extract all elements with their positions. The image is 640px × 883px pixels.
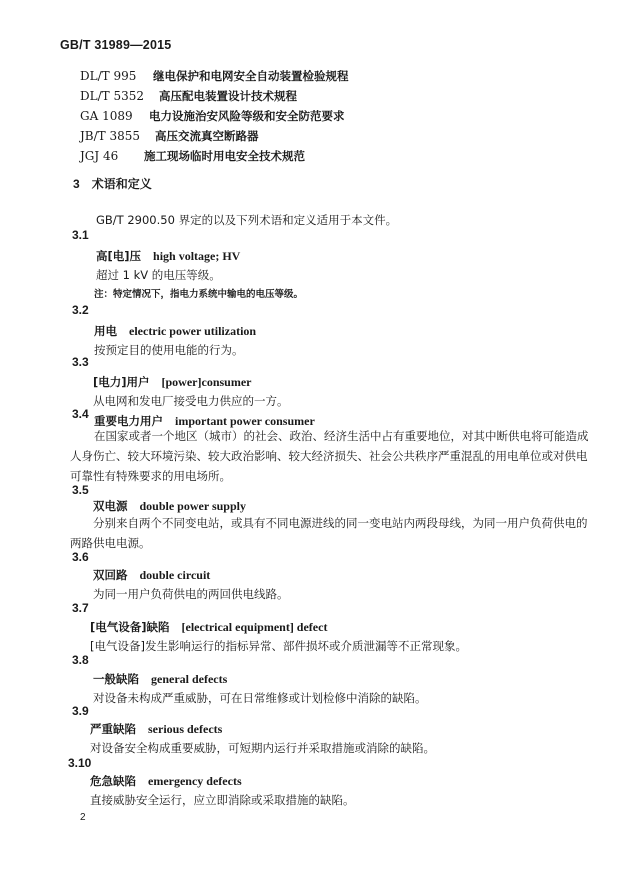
term-number: 3.10 [68, 756, 92, 770]
term-number: 3.8 [72, 653, 89, 667]
term-definition: 分别来自两个不同变电站，或具有不同电源进线的同一变电站内两段母线，为同一用户负荷供电的两路供电电源。 [70, 516, 588, 550]
standard-id-header: GB/T 31989—2015 [60, 38, 172, 52]
term-zh: 双回路 [93, 568, 128, 582]
term-heading [96, 248, 240, 264]
term-heading [94, 323, 256, 339]
term-heading [93, 671, 227, 687]
term-zh: 重要电力用户 [94, 414, 163, 428]
term-note: 注：特定情况下，指电力系统中输电的电压等级。 [94, 289, 304, 300]
term-definition: 对设备未构成严重威胁，可在日常维修或计划检修中消除的缺陷。 [93, 691, 427, 705]
term-en: important power consumer [175, 414, 315, 428]
reference-code: DL/T 995 [80, 69, 137, 83]
term-zh: [电气设备]缺陷 [90, 620, 170, 634]
term-zh: 用电 [94, 324, 117, 338]
term-heading [93, 374, 252, 390]
term-en: [power]consumer [161, 375, 252, 389]
term-number: 3.9 [72, 704, 89, 718]
reference-title: 高压配电装置设计技术规程 [159, 89, 297, 103]
term-number: 3.7 [72, 601, 89, 615]
term-definition: 为同一用户负荷供电的两回供电线路。 [93, 587, 289, 601]
term-heading [90, 773, 242, 789]
reference-code: JB/T 3855 [80, 129, 141, 143]
term-definition: [电气设备]发生影响运行的指标异常、部件损坏或介质泄漏等不正常现象。 [90, 639, 467, 653]
term-definition: 从电网和发电厂接受电力供应的一方。 [93, 394, 289, 408]
term-zh: 一般缺陷 [93, 672, 139, 686]
term-number: 3.1 [72, 228, 89, 242]
term-number: 3.6 [72, 550, 89, 564]
term-en: double power supply [139, 499, 246, 513]
term-heading [90, 619, 327, 635]
reference-title: 继电保护和电网安全自动装置检验规程 [153, 69, 349, 83]
term-heading [93, 567, 210, 583]
term-definition: 按预定目的使用电能的行为。 [94, 343, 244, 357]
reference-title: 施工现场临时用电安全技术规范 [144, 149, 305, 163]
term-number: 3.5 [72, 483, 89, 497]
reference-code: JGJ 46 [80, 149, 119, 163]
term-en: general defects [151, 672, 228, 686]
term-zh: [电力]用户 [93, 375, 150, 389]
section-number: 3 [73, 177, 80, 191]
section-title: 术语和定义 [91, 177, 152, 191]
term-zh: 双电源 [93, 499, 128, 513]
reference-code: DL/T 5352 [80, 89, 144, 103]
term-heading [90, 721, 222, 737]
term-number: 3.4 [72, 407, 89, 421]
reference-title: 高压交流真空断路器 [155, 129, 259, 143]
term-heading [93, 498, 246, 514]
term-en: emergency defects [148, 774, 242, 788]
reference-code: GA 1089 [80, 109, 133, 123]
section-intro: GB/T 2900.50 界定的以及下列术语和定义适用于本文件。 [96, 213, 398, 227]
term-definition: 在国家或者一个地区（城市）的社会、政治、经济生活中占有重要地位，对其中断供电将可能造成人身伤亡、较大环境污染、较大政治影响、较大经济损失、社会公共秩序严重混乱的用电单位或对供电可靠性有特殊要求的用电场所。 [70, 429, 589, 483]
term-number: 3.2 [72, 303, 89, 317]
reference-item [80, 108, 345, 124]
term-en: double circuit [139, 568, 211, 582]
term-zh: 危急缺陷 [90, 774, 136, 788]
reference-item [80, 148, 305, 164]
term-definition: 对设备安全构成重要威胁，可短期内运行并采取措施或消除的缺陷。 [90, 741, 435, 755]
section-heading [73, 175, 152, 192]
term-definition: 直接威胁安全运行，应立即消除或采取措施的缺陷。 [90, 793, 355, 807]
term-en: serious defects [148, 722, 223, 736]
reference-item [80, 88, 297, 104]
term-number: 3.3 [72, 355, 89, 369]
page-number: 2 [80, 812, 86, 823]
reference-item [80, 128, 259, 144]
reference-title: 电力设施治安风险等级和安全防范要求 [149, 109, 345, 123]
term-en: high voltage; HV [153, 249, 241, 263]
term-en: [electrical equipment] defect [181, 620, 328, 634]
term-zh: 严重缺陷 [90, 722, 136, 736]
term-definition: 超过 1 kV 的电压等级。 [96, 268, 221, 282]
term-en: electric power utilization [129, 324, 257, 338]
term-zh: 高[电]压 [96, 249, 142, 263]
reference-item [80, 68, 349, 84]
